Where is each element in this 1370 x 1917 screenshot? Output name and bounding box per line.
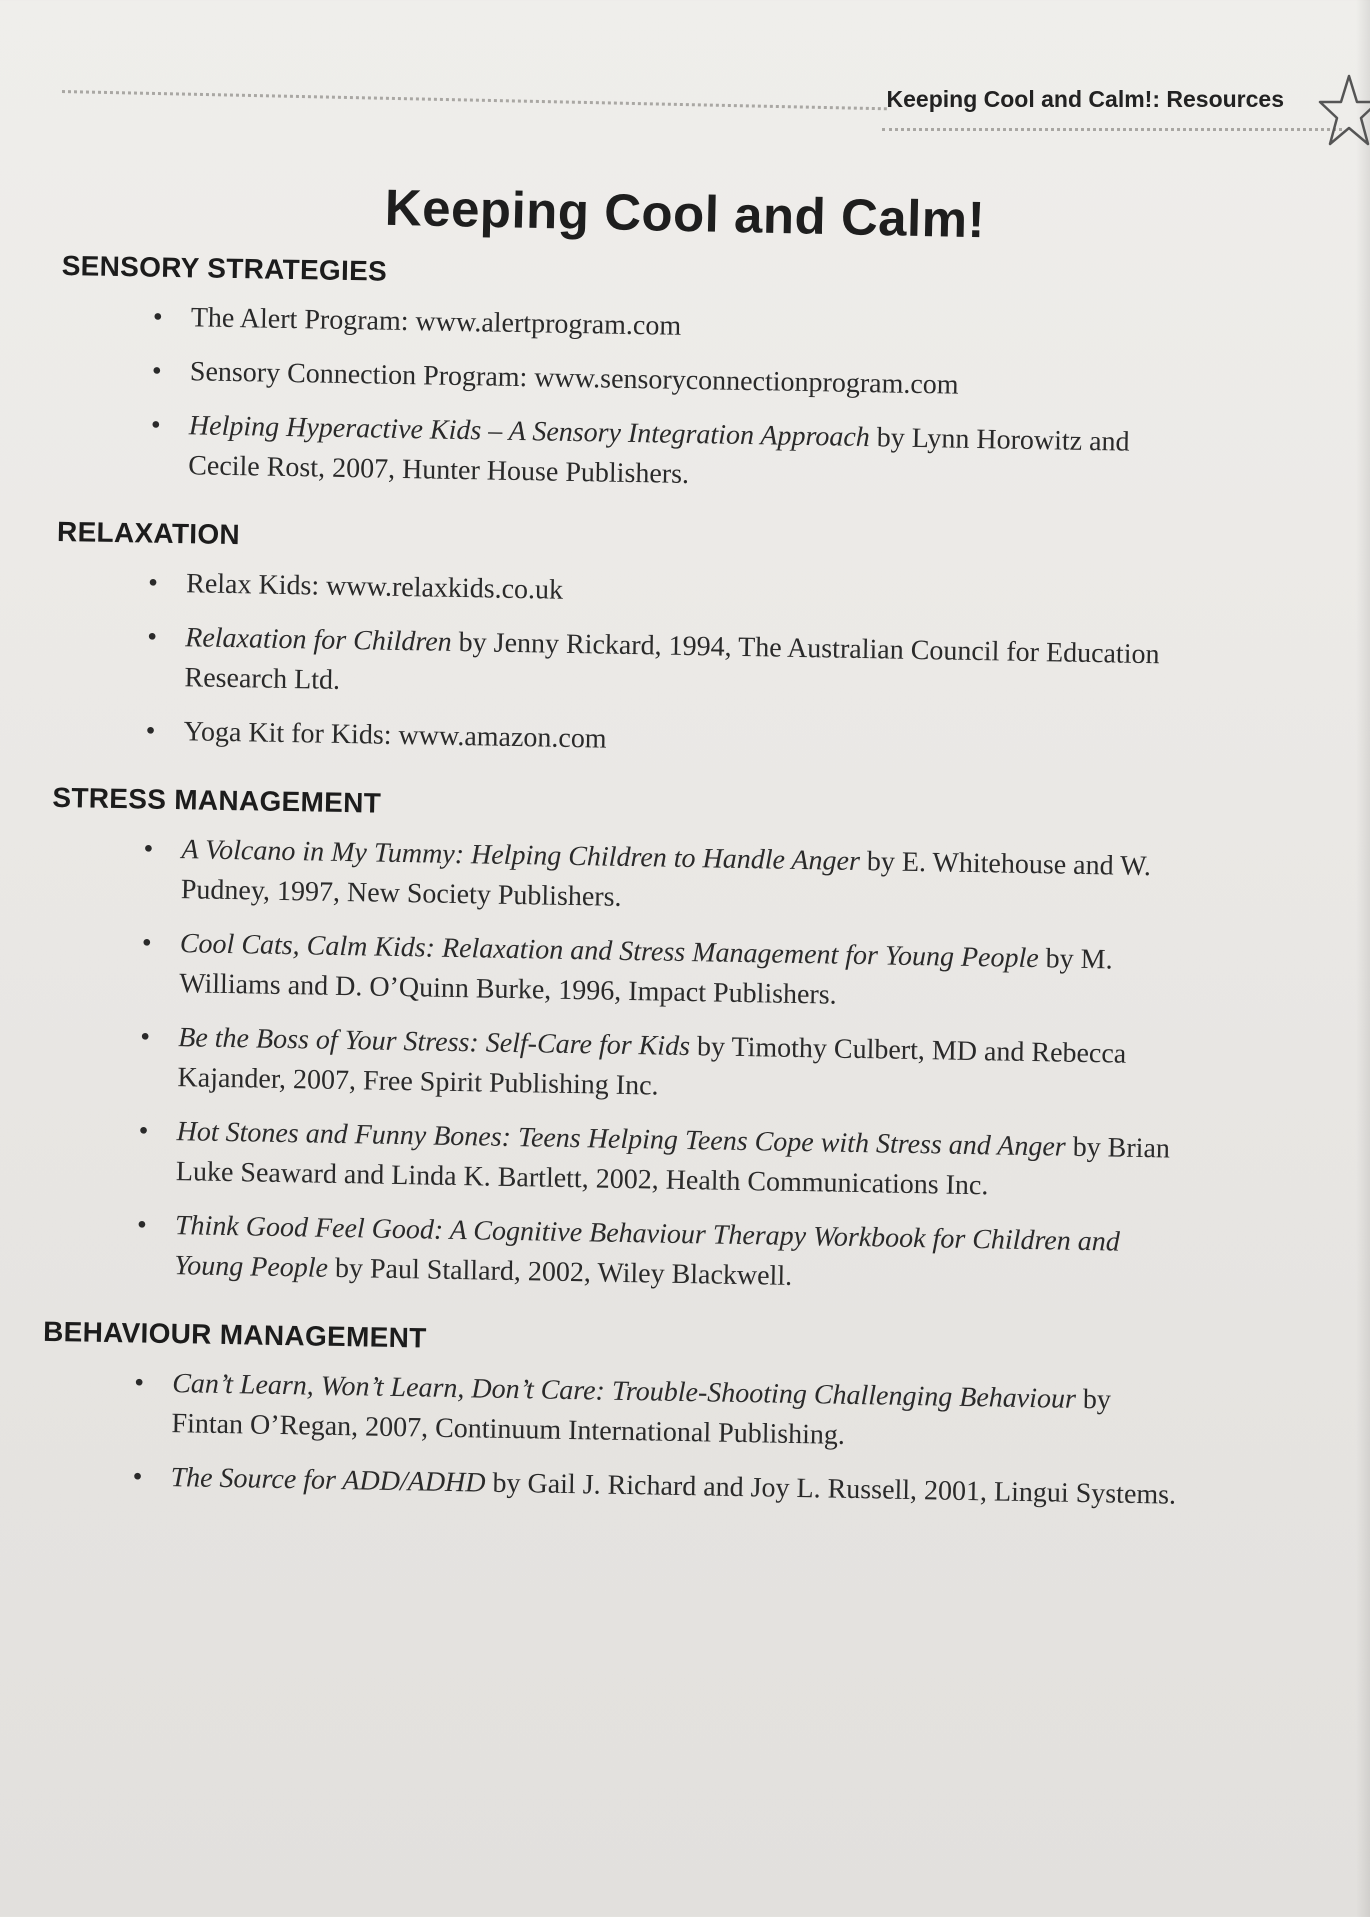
- resource-detail: by Paul Stallard, 2002, Wiley Blackwell.: [327, 1252, 793, 1292]
- resource-items: [145, 564, 1206, 770]
- resource-item: [141, 924, 1190, 1022]
- bullet-icon: •: [146, 621, 158, 653]
- resource-item: [133, 1363, 1182, 1461]
- bullet-icon: •: [133, 1367, 145, 1399]
- resource-item: [145, 712, 1194, 770]
- section-behaviour-management: [40, 1316, 1193, 1516]
- resource-title: A Volcano in My Tummy: Helping Children to Handle Anger: [181, 834, 861, 878]
- resource-detail: The Alert Program: www.alertprogram.com: [190, 302, 682, 342]
- resource-items: [150, 298, 1211, 504]
- bullet-icon: •: [136, 1209, 148, 1241]
- resource-detail: by Brian Luke Seaward and Linda K. Bartlett, 2002, Health Communications Inc.: [175, 1131, 1171, 1202]
- section-sensory-strategies: [58, 250, 1212, 504]
- resource-item: [138, 1111, 1187, 1209]
- section-heading: RELAXATION: [56, 515, 241, 551]
- resource-list: [40, 250, 1212, 1548]
- resource-item: [143, 830, 1192, 928]
- bullet-icon: •: [132, 1461, 143, 1493]
- resource-title: Helping Hyperactive Kids – A Sensory Integration Approach: [188, 410, 871, 454]
- resource-title: Relaxation for Children: [184, 622, 452, 658]
- resource-detail: by Timothy Culbert, MD and Rebecca Kajander, 2007, Free Spirit Publishing Inc.: [177, 1031, 1127, 1102]
- section-heading: BEHAVIOUR MANAGEMENT: [42, 1315, 427, 1354]
- section-heading: STRESS MANAGEMENT: [52, 781, 382, 819]
- resource-title: Think Good Feel Good: A Cognitive Behaviour Therapy Workbook for Children and Young People: [174, 1210, 1121, 1284]
- resource-item: [132, 1457, 1181, 1515]
- resource-title: Be the Boss of Your Stress: Self-Care for Kids: [178, 1022, 691, 1063]
- resource-detail: by Jenny Rickard, 1994, The Australian Council for Education Research Ltd.: [184, 626, 1160, 696]
- section-relaxation: [53, 516, 1207, 770]
- resource-items: [132, 1363, 1192, 1515]
- header-dotted-rule-lower: [882, 128, 1342, 131]
- page-title: Keeping Cool and Calm!: [384, 178, 986, 249]
- resource-item: [148, 564, 1197, 622]
- running-header: [62, 86, 1284, 126]
- bullet-icon: •: [140, 1021, 151, 1053]
- resource-item: [152, 298, 1201, 356]
- resource-title: Cool Cats, Calm Kids: Relaxation and Stress Management for Young People: [179, 928, 1039, 975]
- resource-item: [146, 618, 1195, 716]
- bullet-icon: •: [152, 301, 163, 333]
- bullet-icon: •: [147, 567, 159, 599]
- header-dotted-rule: [62, 90, 887, 110]
- resource-detail: by M. Williams and D. O’Quinn Burke, 1996, Impact Publishers.: [178, 943, 1113, 1011]
- bullet-icon: •: [138, 1115, 149, 1147]
- resource-title: The Source for ADD/ADHD: [170, 1462, 486, 1499]
- bullet-icon: •: [143, 833, 154, 865]
- resource-detail: by Fintan O’Regan, 2007, Continuum International Publishing.: [171, 1383, 1112, 1451]
- resource-item: [150, 406, 1199, 504]
- running-header-title: Keeping Cool and Calm!: Resources: [886, 86, 1284, 112]
- bullet-icon: •: [151, 355, 162, 387]
- section-stress-management: [44, 782, 1203, 1304]
- resource-item: [139, 1017, 1188, 1115]
- resource-detail: by E. Whitehouse and W. Pudney, 1997, New Society Publishers.: [180, 846, 1152, 913]
- resource-detail: Yoga Kit for Kids: www.amazon.com: [183, 716, 607, 755]
- bullet-icon: •: [150, 409, 162, 441]
- resource-detail: by Gail J. Richard and Joy L. Russell, 2001, Lingui Systems.: [485, 1467, 1177, 1511]
- section-heading: SENSORY STRATEGIES: [61, 250, 388, 287]
- bullet-icon: •: [145, 715, 156, 747]
- resource-item: [152, 352, 1201, 410]
- resource-items: [136, 830, 1202, 1304]
- resource-item: [136, 1205, 1185, 1303]
- resource-title: Hot Stones and Funny Bones: Teens Helping Teens Cope with Stress and Anger: [176, 1116, 1066, 1163]
- resource-title: Can’t Learn, Won’t Learn, Don’t Care: Trouble-Shooting Challenging Behaviour: [171, 1368, 1077, 1415]
- resource-detail: Sensory Connection Program: www.sensoryconnectionprogram.com: [189, 356, 959, 401]
- bullet-icon: •: [141, 927, 152, 959]
- resource-detail: by Lynn Horowitz and Cecile Rost, 2007, Hunter House Publishers.: [187, 422, 1130, 490]
- page-edge-shadow: [1356, 0, 1370, 1917]
- resource-detail: Relax Kids: www.relaxkids.co.uk: [185, 568, 564, 606]
- star-outline-icon: [1318, 72, 1370, 150]
